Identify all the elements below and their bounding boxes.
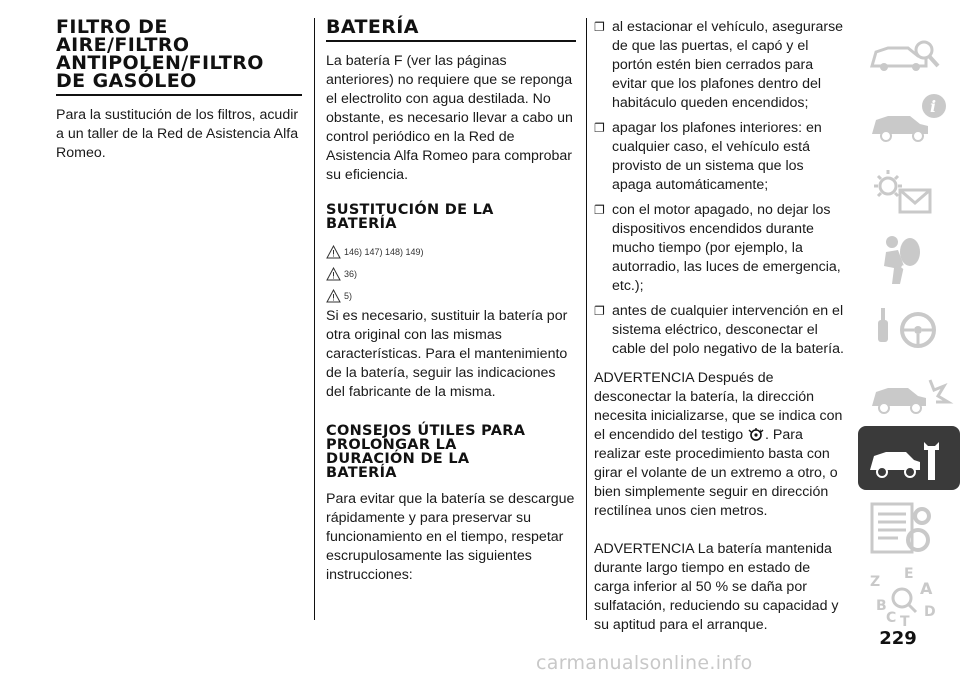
airbag-safety-icon	[858, 226, 960, 294]
checkbox-bullet-icon: ❐	[594, 304, 605, 318]
section-battery-tips-list	[594, 18, 846, 635]
watermark: carmanualsonline.info	[536, 652, 753, 674]
car-info-icon	[858, 86, 960, 154]
warning-reference: 146) 147) 148) 149)	[326, 241, 576, 263]
section-title-filters: FILTRO DE AIRE/FILTRO ANTIPOLEN/FILTRO DE GASÓLEO	[56, 16, 264, 92]
tab-car-crash[interactable]	[858, 362, 960, 430]
warning-triangle-icon	[326, 267, 341, 281]
column-divider	[314, 18, 315, 620]
car-crash-icon	[858, 362, 960, 430]
svg-text:B: B	[876, 598, 887, 614]
title-underline	[326, 40, 576, 42]
section-air-filter	[56, 18, 302, 163]
battery-tips-paragraph: Para evitar que la batería se descargue rápidamente y para preservar su funcionamiento en el tiempo, respetar escrupulosamente las siguientes instrucciones:	[326, 491, 575, 583]
section-title-battery: BATERÍA	[326, 16, 419, 38]
warning-paragraph-steering: ADVERTENCIA Después de desconectar la batería, la dirección necesita inicializarse, que se indica con el encendido del testigo ! . Para realizar este procedimiento basta con girar el volante de un extremo a otro, o bien simplemente seguir en dirección rectilínea unos cien metros.	[594, 370, 843, 519]
svg-text:D: D	[924, 604, 936, 620]
tab-specs[interactable]	[858, 494, 960, 562]
warning-triangle-icon	[326, 289, 341, 303]
svg-text:i: i	[930, 97, 937, 116]
list-item: ❐ al estacionar el vehículo, asegurarse de que las puertas, el capó y el portón estén bien cerrados para evitar que los plafones dentro del habitáculo queden encendidos;	[594, 19, 844, 111]
car-search-icon	[858, 22, 960, 90]
tab-car-search[interactable]	[858, 22, 960, 90]
subheading-battery-replacement: SUSTITUCIÓN DE LA BATERÍA	[326, 202, 494, 232]
warning-triangle-icon	[326, 245, 341, 259]
svg-text:C: C	[886, 610, 897, 626]
svg-text:Z: Z	[870, 574, 881, 590]
warning-reference: 5)	[326, 285, 576, 307]
list-item: ❐ antes de cualquier intervención en el sistema eléctrico, desconectar el cable del polo negativo de la batería.	[594, 303, 844, 357]
specs-gear-icon	[858, 494, 960, 562]
steering-warning-light-icon	[747, 427, 765, 441]
car-wrench-icon	[858, 424, 960, 492]
list-item: ❐ apagar los plafones interiores: en cualquier caso, el vehículo está provisto de un sistema que los apaga automáticamente;	[594, 120, 822, 193]
subheading-battery-tips: CONSEJOS ÚTILES PARA PROLONGAR LA DURACIÓN DE LA BATERÍA	[326, 423, 526, 481]
checkbox-bullet-icon: ❐	[594, 20, 605, 34]
filters-paragraph: Para la sustitución de los filtros, acudir a un taller de la Red de Asistencia Alfa Romeo.	[56, 107, 299, 161]
tips-list	[594, 18, 846, 359]
list-item: ❐ con el motor apagado, no dejar los dispositivos encendidos durante mucho tiempo (por ejemplo, la autorradio, las luces de emergencia, etc.);	[594, 202, 841, 294]
tab-car-info[interactable]	[858, 86, 960, 154]
title-underline	[56, 94, 302, 96]
tab-index[interactable]	[858, 564, 960, 632]
key-steering-icon	[858, 294, 960, 362]
checkbox-bullet-icon: ❐	[594, 121, 605, 135]
section-battery	[326, 18, 576, 585]
svg-text:A: A	[920, 579, 933, 598]
checkbox-bullet-icon: ❐	[594, 203, 605, 217]
warning-lights-icon	[858, 158, 960, 226]
battery-intro-paragraph: La batería F (ver las páginas anteriores) no requiere que se reponga el electrolito con agua destilada. No obstante, es necesario llevar a cabo un control periódico en la Red de Asistencia Alfa Romeo para comprobar su eficiencia.	[326, 53, 573, 183]
column-divider	[586, 18, 587, 620]
svg-text:T: T	[900, 614, 910, 630]
tab-airbag-safety[interactable]	[858, 226, 960, 294]
warning-reference: 36)	[326, 263, 576, 285]
tab-warning-lights[interactable]	[858, 158, 960, 226]
tab-key-steering[interactable]	[858, 294, 960, 362]
page-number: 229	[879, 628, 917, 649]
battery-replacement-paragraph: Si es necesario, sustituir la batería por otra original con las mismas características. Para el mantenimiento de la batería, seguir las indicaciones del fabricante de la misma.	[326, 308, 568, 400]
svg-text:!: !	[759, 429, 762, 436]
index-letters-icon	[858, 564, 960, 632]
warning-paragraph-charge: ADVERTENCIA La batería mantenida durante largo tiempo en estado de carga inferior al 50 % se daña por sulfatación, reduciendo su capacidad y su aptitud para el arranque.	[594, 541, 839, 633]
tab-car-wrench[interactable]	[858, 424, 960, 492]
svg-text:E: E	[904, 566, 914, 582]
